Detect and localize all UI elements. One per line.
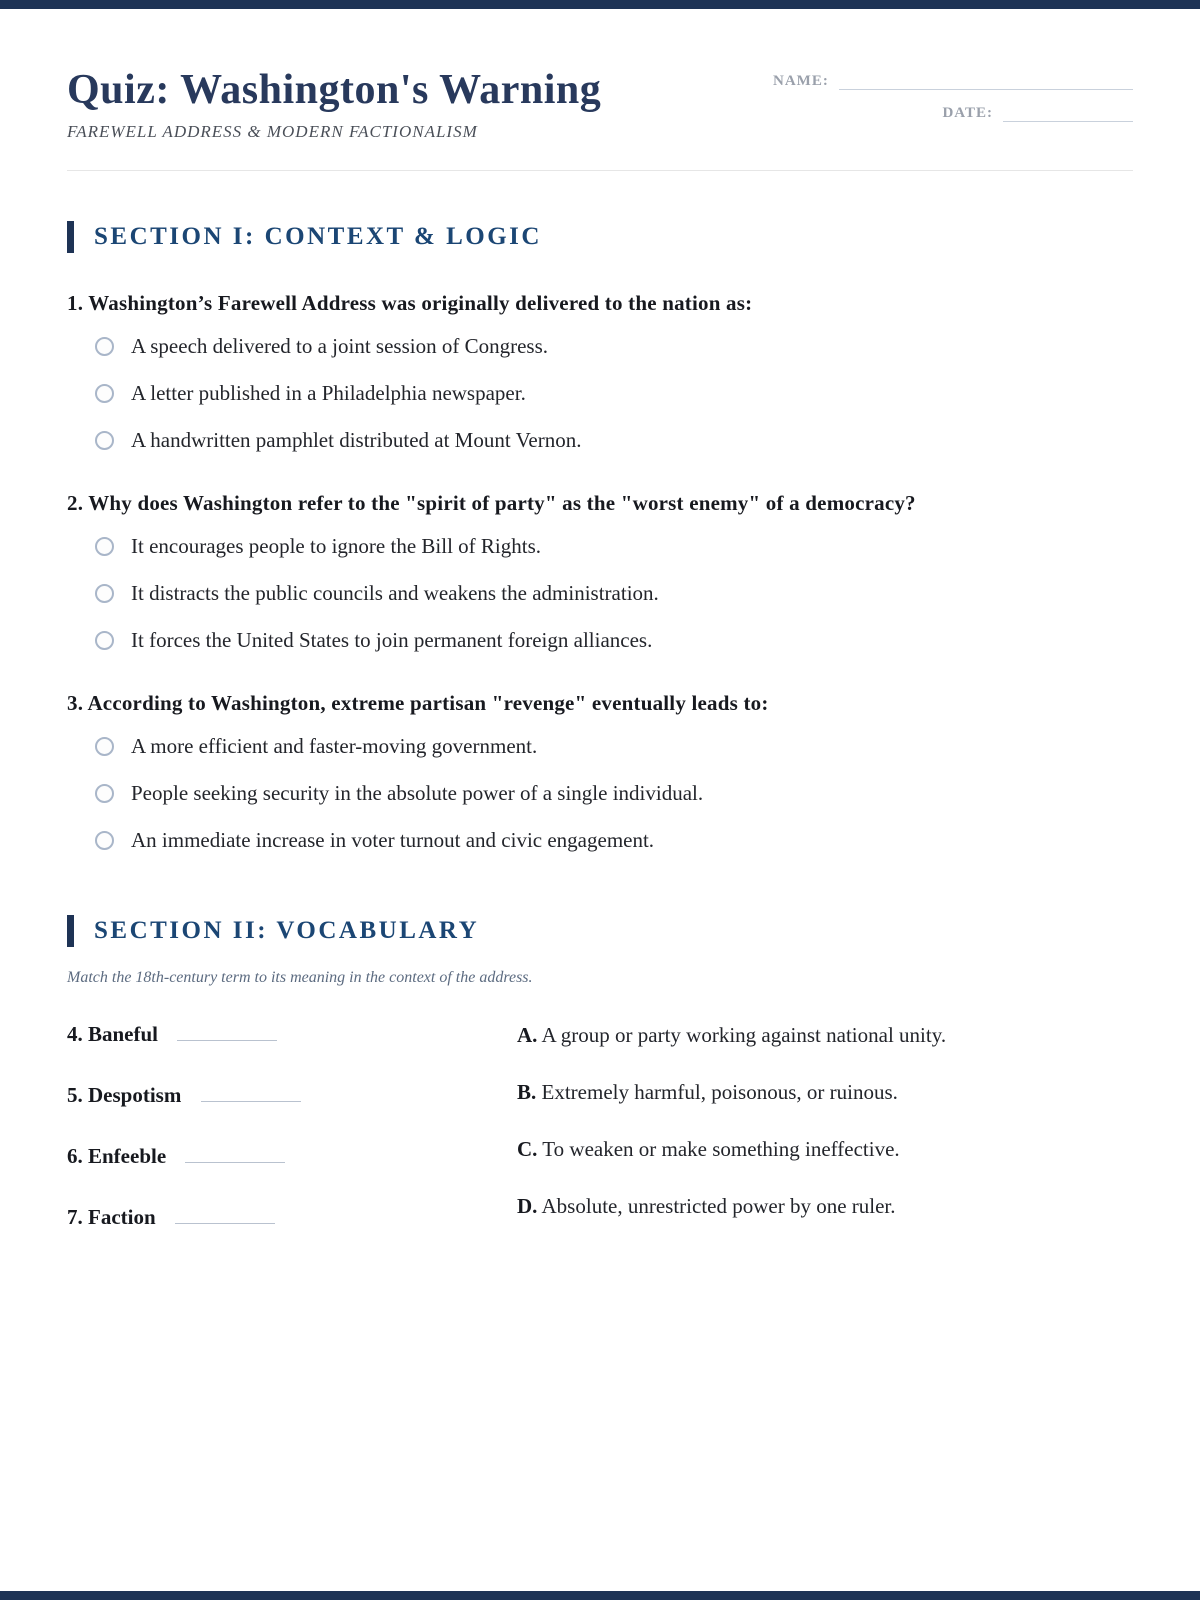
question-2-option-a[interactable] <box>95 534 1133 559</box>
question-3 <box>67 691 1133 853</box>
date-blank[interactable] <box>1003 104 1133 122</box>
definition-a <box>517 1023 1133 1048</box>
term-enfeeble <box>67 1143 517 1169</box>
section2-instruction: Match the 18th-century term to its meaning in the context of the address. <box>67 969 533 986</box>
radio-icon[interactable] <box>95 384 114 403</box>
page-subtitle: FAREWELL ADDRESS & MODERN FACTIONALISM <box>67 122 478 141</box>
question-2-option-b[interactable] <box>95 581 1133 606</box>
question-2 <box>67 491 1133 653</box>
question-1 <box>67 291 1133 453</box>
definition-d <box>517 1194 1133 1219</box>
radio-icon[interactable] <box>95 537 114 556</box>
radio-icon[interactable] <box>95 784 114 803</box>
question-3-options <box>95 734 1133 853</box>
definition-letter: A. <box>517 1023 538 1047</box>
term-label: 7. Faction <box>67 1205 156 1229</box>
date-label: DATE: <box>942 105 993 121</box>
option-label: A more efficient and faster-moving government. <box>131 734 538 758</box>
definition-c <box>517 1137 1133 1162</box>
section1-header <box>67 221 1133 253</box>
definition-text: Extremely harmful, poisonous, or ruinous. <box>541 1080 898 1104</box>
question-2-text: 2. Why does Washington refer to the "spirit of party" as the "worst enemy" of a democracy? <box>67 491 916 515</box>
header <box>67 66 1133 142</box>
name-row <box>773 72 1133 90</box>
option-label: It encourages people to ignore the Bill of Rights. <box>131 534 541 558</box>
term-baneful <box>67 1021 517 1047</box>
answer-blank[interactable] <box>175 1204 275 1224</box>
page-title: Quiz: Washington's Warning <box>67 67 602 113</box>
question-3-option-b[interactable] <box>95 781 1133 806</box>
option-label: People seeking security in the absolute power of a single individual. <box>131 781 704 805</box>
answer-blank[interactable] <box>185 1143 285 1163</box>
question-3-option-a[interactable] <box>95 734 1133 759</box>
radio-icon[interactable] <box>95 431 114 450</box>
question-2-option-c[interactable] <box>95 628 1133 653</box>
radio-icon[interactable] <box>95 337 114 356</box>
definition-letter: D. <box>517 1194 538 1218</box>
name-blank[interactable] <box>839 72 1133 90</box>
section1-title: SECTION I: CONTEXT & LOGIC <box>94 223 542 250</box>
vocab-definitions-column <box>517 1021 1133 1265</box>
definition-text: Absolute, unrestricted power by one ruler. <box>541 1194 896 1218</box>
option-label: A letter published in a Philadelphia newspaper. <box>131 381 526 405</box>
vocab-terms-column <box>67 1021 517 1265</box>
definition-text: A group or party working against national unity. <box>541 1023 947 1047</box>
definition-b <box>517 1080 1133 1105</box>
term-label: 5. Despotism <box>67 1083 182 1107</box>
question-3-option-c[interactable] <box>95 828 1133 853</box>
radio-icon[interactable] <box>95 737 114 756</box>
name-date-block <box>773 72 1133 136</box>
answer-blank[interactable] <box>177 1021 277 1041</box>
answer-blank[interactable] <box>201 1082 301 1102</box>
radio-icon[interactable] <box>95 631 114 650</box>
option-label: It forces the United States to join permanent foreign alliances. <box>131 628 653 652</box>
question-1-option-a[interactable] <box>95 334 1133 359</box>
question-1-text: 1. Washington’s Farewell Address was originally delivered to the nation as: <box>67 291 753 315</box>
radio-icon[interactable] <box>95 584 114 603</box>
option-label: A speech delivered to a joint session of Congress. <box>131 334 549 358</box>
definition-letter: C. <box>517 1137 538 1161</box>
option-label: An immediate increase in voter turnout and civic engagement. <box>131 828 655 852</box>
option-label: A handwritten pamphlet distributed at Mount Vernon. <box>131 428 582 452</box>
section2-accent-bar <box>67 915 74 947</box>
radio-icon[interactable] <box>95 831 114 850</box>
question-1-option-b[interactable] <box>95 381 1133 406</box>
definition-text: To weaken or make something ineffective. <box>542 1137 900 1161</box>
definition-letter: B. <box>517 1080 537 1104</box>
section2-title: SECTION II: VOCABULARY <box>94 917 480 944</box>
vocabulary-matching <box>67 1021 1133 1265</box>
term-label: 6. Enfeeble <box>67 1144 167 1168</box>
term-label: 4. Baneful <box>67 1022 159 1046</box>
name-label: NAME: <box>773 73 829 89</box>
question-1-options <box>95 334 1133 453</box>
header-divider <box>67 170 1133 171</box>
question-1-option-c[interactable] <box>95 428 1133 453</box>
term-despotism <box>67 1082 517 1108</box>
date-row <box>773 104 1133 122</box>
term-faction <box>67 1204 517 1230</box>
question-3-text: 3. According to Washington, extreme partisan "revenge" eventually leads to: <box>67 691 769 715</box>
bottom-border-bar <box>0 1591 1200 1600</box>
question-2-options <box>95 534 1133 653</box>
option-label: It distracts the public councils and weakens the administration. <box>131 581 659 605</box>
top-border-bar <box>0 0 1200 9</box>
section2-header <box>67 915 1133 947</box>
section1-accent-bar <box>67 221 74 253</box>
